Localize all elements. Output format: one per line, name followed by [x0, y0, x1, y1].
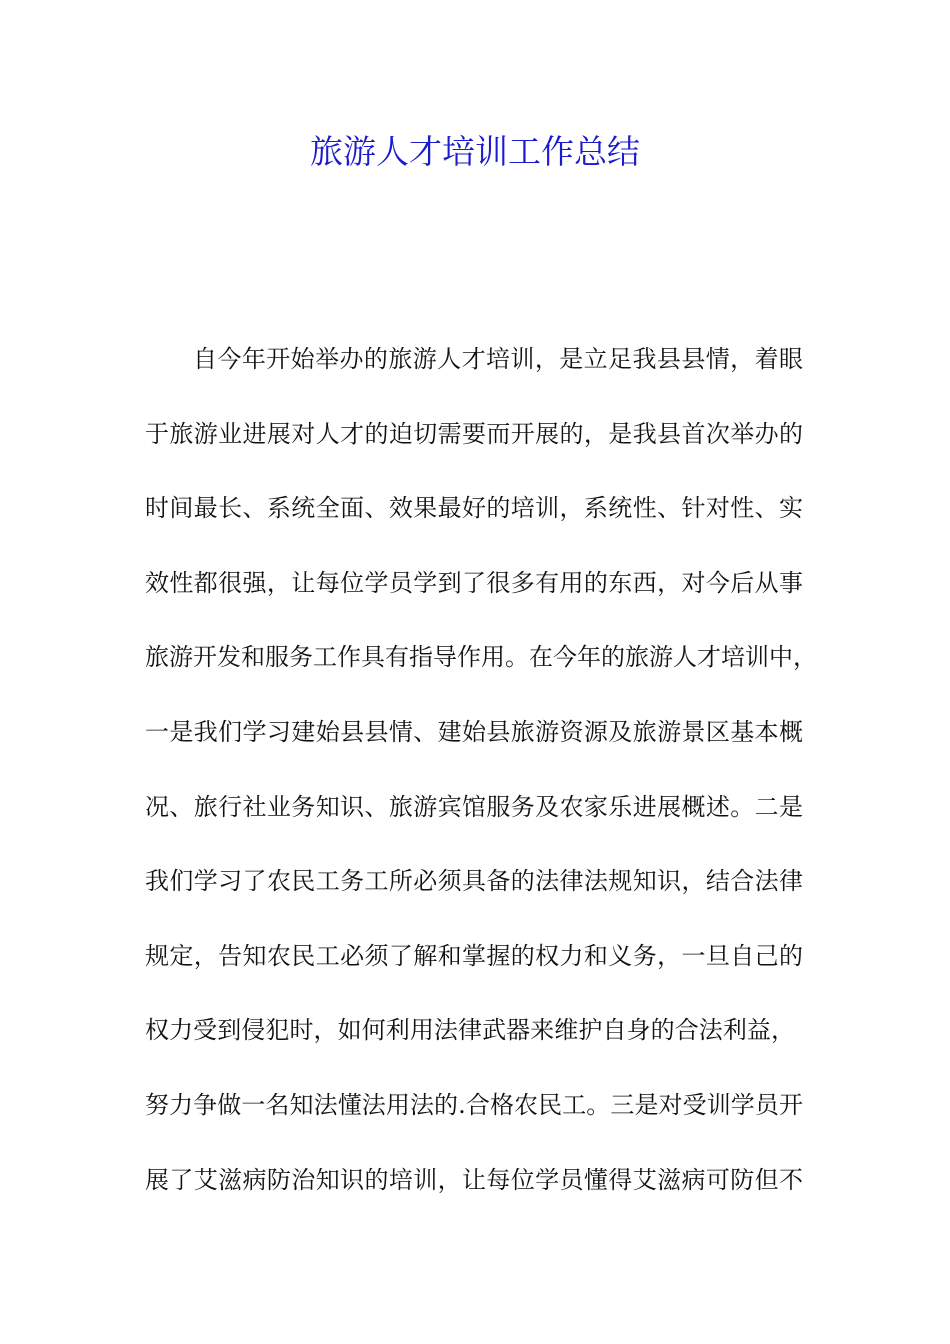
document-body: [145, 334, 825, 1229]
paragraph-line: 展了艾滋病防治知识的培训，让每位学员懂得艾滋病可防但不: [145, 1165, 803, 1194]
document-title: 旅游人才培训工作总结: [310, 132, 640, 171]
paragraph-line: 一是我们学习建始县县情、建始县旅游资源及旅游景区基本概: [145, 717, 803, 746]
paragraph-line: 旅游开发和服务工作具有指导作用。在今年的旅游人才培训中，: [145, 643, 817, 672]
paragraph-line: 自今年开始举办的旅游人才培训，是立足我县县情，着眼: [193, 345, 803, 373]
paragraph-line: 权力受到侵犯时，如何利用法律武器来维护自身的合法利益，: [145, 1016, 795, 1045]
paragraph-line: 时间最长、系统全面、效果最好的培训，系统性、针对性、实: [145, 494, 803, 523]
paragraph-line: 规定，告知农民工必须了解和掌握的权力和义务，一旦自己的: [145, 941, 803, 970]
paragraph-line: 努力争做一名知法懂法用法的.合格农民工。三是对受训学员开: [145, 1090, 803, 1119]
paragraph-line: 于旅游业进展对人才的迫切需要而开展的，是我县首次举办的: [145, 419, 803, 448]
paragraph-line: 我们学习了农民工务工所必须具备的法律法规知识，结合法律: [145, 867, 803, 896]
paragraph-line: 况、旅行社业务知识、旅游宾馆服务及农家乐进展概述。二是: [145, 792, 803, 821]
paragraph-line: 效性都很强，让每位学员学到了很多有用的东西，对今后从事: [145, 568, 803, 597]
